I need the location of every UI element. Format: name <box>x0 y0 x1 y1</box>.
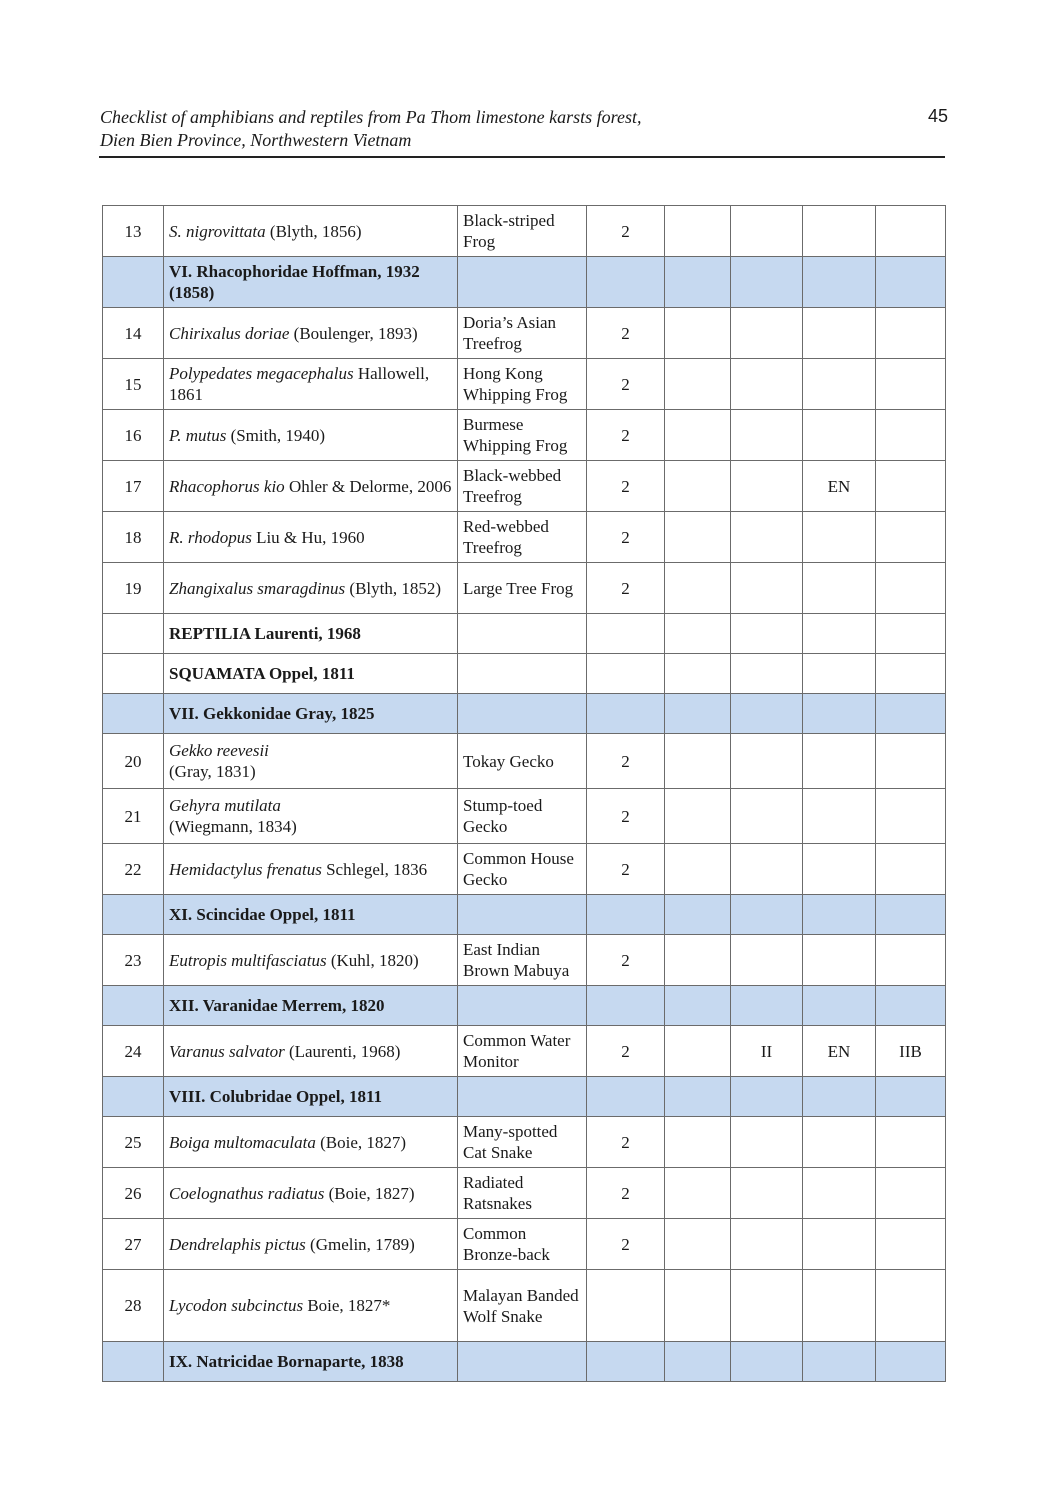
species-row <box>103 844 946 895</box>
header-title-line2: Dien Bien Province, Northwestern Vietnam <box>100 130 412 150</box>
value-col-6 <box>731 308 803 359</box>
row-number: 27 <box>103 1219 164 1270</box>
empty-cell <box>876 694 946 734</box>
value-col-5 <box>665 935 731 986</box>
scientific-name-cell <box>164 308 458 359</box>
author-year: (Boie, 1827) <box>315 1132 407 1152</box>
scientific-name-cell <box>164 844 458 895</box>
value-col-5 <box>665 1026 731 1077</box>
common-name: Common Water Monitor <box>458 1026 587 1077</box>
header-rule <box>99 156 945 158</box>
value-col-5 <box>665 512 731 563</box>
author-year: (Laurenti, 1968) <box>284 1041 401 1061</box>
value-col-8 <box>876 789 946 844</box>
species-row <box>103 410 946 461</box>
empty-cell <box>665 654 731 694</box>
empty-cell <box>458 257 587 308</box>
value-col-5 <box>665 206 731 257</box>
empty-cell <box>876 614 946 654</box>
scientific-name: Hemidactylus frenatus <box>169 859 322 879</box>
value-col-4: 2 <box>587 734 665 789</box>
author-year: Boie, 1827* <box>303 1296 391 1315</box>
family-row <box>103 694 946 734</box>
value-col-6 <box>731 1117 803 1168</box>
empty-cell <box>803 694 876 734</box>
value-col-5 <box>665 1168 731 1219</box>
empty-cell <box>458 1342 587 1382</box>
common-name: Common House Gecko <box>458 844 587 895</box>
value-col-6 <box>731 206 803 257</box>
value-col-6 <box>731 935 803 986</box>
species-row <box>103 308 946 359</box>
value-col-4: 2 <box>587 563 665 614</box>
row-number: 25 <box>103 1117 164 1168</box>
common-name: Hong Kong Whipping Frog <box>458 359 587 410</box>
value-col-5 <box>665 461 731 512</box>
scientific-name: Dendrelaphis pictus <box>169 1234 306 1254</box>
value-col-8 <box>876 308 946 359</box>
scientific-name-cell <box>164 359 458 410</box>
scientific-name: Polypedates megacephalus <box>169 364 354 383</box>
value-col-8 <box>876 935 946 986</box>
value-col-8 <box>876 1270 946 1342</box>
value-col-8 <box>876 1219 946 1270</box>
scientific-name-cell <box>164 1117 458 1168</box>
author-year: (Gmelin, 1789) <box>305 1234 415 1254</box>
scientific-name-cell <box>164 789 458 844</box>
value-col-6: II <box>731 1026 803 1077</box>
page-number: 45 <box>927 106 948 126</box>
author-year: (Gray, 1831) <box>169 762 256 781</box>
species-row <box>103 1168 946 1219</box>
empty-cell <box>731 694 803 734</box>
scientific-name-cell <box>164 1219 458 1270</box>
empty-cell <box>803 986 876 1026</box>
value-col-5 <box>665 844 731 895</box>
group-row <box>103 614 946 654</box>
value-col-4: 2 <box>587 1219 665 1270</box>
taxon-group-name: SQUAMATA Oppel, 1811 <box>164 654 458 694</box>
value-col-7 <box>803 512 876 563</box>
scientific-name-cell <box>164 734 458 789</box>
value-col-6 <box>731 789 803 844</box>
empty-cell <box>876 654 946 694</box>
family-row <box>103 895 946 935</box>
empty-cell <box>665 895 731 935</box>
species-row <box>103 1219 946 1270</box>
author-year: Liu & Hu, 1960 <box>251 527 365 547</box>
value-col-4: 2 <box>587 1117 665 1168</box>
common-name: Red-webbed Treefrog <box>458 512 587 563</box>
scientific-name: Boiga multomaculata <box>169 1132 316 1152</box>
value-col-7 <box>803 844 876 895</box>
author-year: (Boie, 1827) <box>324 1183 415 1203</box>
empty-cell <box>731 986 803 1026</box>
value-col-6 <box>731 1168 803 1219</box>
scientific-name: Chirixalus doriae <box>169 323 290 343</box>
row-number-empty <box>103 654 164 694</box>
empty-cell <box>876 1077 946 1117</box>
value-col-4: 2 <box>587 461 665 512</box>
value-col-8: IIB <box>876 1026 946 1077</box>
empty-cell <box>665 1342 731 1382</box>
scientific-name: S. nigrovittata <box>169 221 266 241</box>
row-number: 26 <box>103 1168 164 1219</box>
value-col-7 <box>803 410 876 461</box>
empty-cell <box>731 614 803 654</box>
value-col-4: 2 <box>587 308 665 359</box>
scientific-name: Gekko reevesii <box>169 741 269 760</box>
empty-cell <box>587 1077 665 1117</box>
family-name: VI. Rhacophoridae Hoffman, 1932 (1858) <box>164 257 458 308</box>
row-number: 13 <box>103 206 164 257</box>
value-col-6 <box>731 461 803 512</box>
species-row <box>103 734 946 789</box>
value-col-6 <box>731 359 803 410</box>
empty-cell <box>731 1342 803 1382</box>
value-col-4: 2 <box>587 844 665 895</box>
empty-cell <box>458 986 587 1026</box>
value-col-7 <box>803 308 876 359</box>
empty-cell <box>731 257 803 308</box>
family-name: XI. Scincidae Oppel, 1811 <box>164 895 458 935</box>
empty-cell <box>803 654 876 694</box>
species-row <box>103 461 946 512</box>
author-year: (Wiegmann, 1834) <box>169 817 297 836</box>
row-number: 23 <box>103 935 164 986</box>
empty-cell <box>803 1077 876 1117</box>
author-year: (Blyth, 1856) <box>265 221 362 241</box>
value-col-7 <box>803 1219 876 1270</box>
empty-cell <box>458 614 587 654</box>
value-col-5 <box>665 789 731 844</box>
value-col-5 <box>665 734 731 789</box>
common-name: Radiated Ratsnakes <box>458 1168 587 1219</box>
value-col-8 <box>876 410 946 461</box>
value-col-7 <box>803 734 876 789</box>
empty-cell <box>587 257 665 308</box>
value-col-4: 2 <box>587 1026 665 1077</box>
scientific-name: P. mutus <box>169 425 227 445</box>
row-number-empty <box>103 895 164 935</box>
row-number-empty <box>103 614 164 654</box>
empty-cell <box>587 986 665 1026</box>
row-number: 20 <box>103 734 164 789</box>
value-col-8 <box>876 1168 946 1219</box>
common-name: Black-striped Frog <box>458 206 587 257</box>
scientific-name-cell <box>164 206 458 257</box>
row-number: 16 <box>103 410 164 461</box>
scientific-name: Eutropis multifasciatus <box>169 950 327 970</box>
value-col-6 <box>731 1270 803 1342</box>
author-year: (Smith, 1940) <box>226 425 326 445</box>
scientific-name-cell <box>164 563 458 614</box>
species-row <box>103 789 946 844</box>
row-number-empty <box>103 1342 164 1382</box>
empty-cell <box>458 654 587 694</box>
value-col-8 <box>876 734 946 789</box>
value-col-4: 2 <box>587 935 665 986</box>
author-year: Hallowell, 1861 <box>169 364 430 404</box>
common-name: Tokay Gecko <box>458 734 587 789</box>
scientific-name: Rhacophorus kio <box>169 476 285 496</box>
value-col-7 <box>803 1270 876 1342</box>
value-col-7 <box>803 563 876 614</box>
row-number: 21 <box>103 789 164 844</box>
taxon-group-name: REPTILIA Laurenti, 1968 <box>164 614 458 654</box>
value-col-6 <box>731 563 803 614</box>
value-col-7 <box>803 935 876 986</box>
scientific-name-cell <box>164 935 458 986</box>
value-col-5 <box>665 1117 731 1168</box>
scientific-name: Gehyra mutilata <box>169 796 281 815</box>
scientific-name-cell <box>164 410 458 461</box>
species-row <box>103 512 946 563</box>
empty-cell <box>665 986 731 1026</box>
value-col-4: 2 <box>587 359 665 410</box>
author-year: Ohler & Delorme, 2006 <box>284 476 452 496</box>
running-header <box>100 106 948 152</box>
scientific-name: Varanus salvator <box>169 1041 285 1061</box>
row-number: 24 <box>103 1026 164 1077</box>
value-col-6 <box>731 734 803 789</box>
common-name: Doria’s Asian Treefrog <box>458 308 587 359</box>
empty-cell <box>876 986 946 1026</box>
empty-cell <box>731 895 803 935</box>
common-name <box>458 563 587 614</box>
family-name: VII. Gekkonidae Gray, 1825 <box>164 694 458 734</box>
family-row <box>103 1342 946 1382</box>
scientific-name-cell <box>164 512 458 563</box>
common-name: Common Bronze-back <box>458 1219 587 1270</box>
value-col-7 <box>803 359 876 410</box>
empty-cell <box>876 895 946 935</box>
species-row <box>103 1026 946 1077</box>
table-body <box>103 206 946 1382</box>
value-col-6 <box>731 410 803 461</box>
empty-cell <box>665 694 731 734</box>
value-col-5 <box>665 308 731 359</box>
empty-cell <box>803 1342 876 1382</box>
species-row <box>103 563 946 614</box>
row-number-empty <box>103 257 164 308</box>
value-col-4: 2 <box>587 1168 665 1219</box>
common-name: Stump-toed Gecko <box>458 789 587 844</box>
value-col-7 <box>803 1117 876 1168</box>
value-col-5 <box>665 359 731 410</box>
scientific-name: Zhangixalus smaragdinus <box>169 578 346 598</box>
row-number: 15 <box>103 359 164 410</box>
empty-cell <box>458 895 587 935</box>
scientific-name-cell <box>164 1270 458 1342</box>
value-col-4: 2 <box>587 789 665 844</box>
species-row <box>103 1270 946 1342</box>
species-row <box>103 359 946 410</box>
row-number: 19 <box>103 563 164 614</box>
value-col-8 <box>876 1117 946 1168</box>
row-number: 17 <box>103 461 164 512</box>
value-col-8 <box>876 563 946 614</box>
value-col-4: 2 <box>587 410 665 461</box>
scientific-name: Lycodon subcinctus <box>169 1296 304 1315</box>
empty-cell <box>803 895 876 935</box>
empty-cell <box>803 614 876 654</box>
empty-cell <box>587 694 665 734</box>
value-col-7 <box>803 1168 876 1219</box>
value-col-8 <box>876 844 946 895</box>
row-number-empty <box>103 694 164 734</box>
family-row <box>103 986 946 1026</box>
empty-cell <box>665 614 731 654</box>
empty-cell <box>665 257 731 308</box>
empty-cell <box>876 1342 946 1382</box>
row-number: 22 <box>103 844 164 895</box>
group-row <box>103 654 946 694</box>
value-col-4: 2 <box>587 512 665 563</box>
row-number: 14 <box>103 308 164 359</box>
value-col-6 <box>731 512 803 563</box>
header-title-line1: Checklist of amphibians and reptiles from Pa Thom limestone karsts forest, <box>100 107 642 127</box>
scientific-name: R. rhodopus <box>169 527 252 547</box>
value-col-6 <box>731 844 803 895</box>
value-col-7: EN <box>803 461 876 512</box>
common-name: Many-spotted Cat Snake <box>458 1117 587 1168</box>
scientific-name-cell <box>164 1168 458 1219</box>
value-col-4: 2 <box>587 206 665 257</box>
common-name: Malayan Banded Wolf Snake <box>458 1270 587 1342</box>
value-col-8 <box>876 512 946 563</box>
scientific-name-cell <box>164 1026 458 1077</box>
empty-cell <box>665 1077 731 1117</box>
empty-cell <box>587 614 665 654</box>
species-checklist-table <box>102 205 946 1382</box>
empty-cell <box>587 654 665 694</box>
value-col-4 <box>587 1270 665 1342</box>
value-col-7: EN <box>803 1026 876 1077</box>
family-row <box>103 1077 946 1117</box>
empty-cell <box>587 895 665 935</box>
common-name: Black-webbed Treefrog <box>458 461 587 512</box>
value-col-8 <box>876 206 946 257</box>
empty-cell <box>731 654 803 694</box>
row-number-empty <box>103 986 164 1026</box>
empty-cell <box>803 257 876 308</box>
value-col-5 <box>665 410 731 461</box>
row-number: 18 <box>103 512 164 563</box>
author-year: (Blyth, 1852) <box>345 578 442 598</box>
family-name: IX. Natricidae Bornaparte, 1838 <box>164 1342 458 1382</box>
header-title <box>100 106 944 152</box>
author-year: (Kuhl, 1820) <box>326 950 419 970</box>
author-year: (Boulenger, 1893) <box>289 323 418 343</box>
value-col-6 <box>731 1219 803 1270</box>
row-number-empty <box>103 1077 164 1117</box>
empty-cell <box>458 694 587 734</box>
empty-cell <box>876 257 946 308</box>
family-row <box>103 257 946 308</box>
species-row <box>103 1117 946 1168</box>
value-col-8 <box>876 359 946 410</box>
family-name: VIII. Colubridae Oppel, 1811 <box>164 1077 458 1117</box>
family-name: XII. Varanidae Merrem, 1820 <box>164 986 458 1026</box>
value-col-7 <box>803 789 876 844</box>
value-col-5 <box>665 1219 731 1270</box>
species-row <box>103 206 946 257</box>
scientific-name-cell <box>164 461 458 512</box>
species-row <box>103 935 946 986</box>
value-col-5 <box>665 563 731 614</box>
value-col-7 <box>803 206 876 257</box>
value-col-8 <box>876 461 946 512</box>
row-number: 28 <box>103 1270 164 1342</box>
common-name-text: Large Tree Frog <box>463 578 574 598</box>
empty-cell <box>587 1342 665 1382</box>
author-year: Schlegel, 1836 <box>321 859 428 879</box>
common-name: Burmese Whipping Frog <box>458 410 587 461</box>
empty-cell <box>458 1077 587 1117</box>
scientific-name: Coelognathus radiatus <box>169 1183 325 1203</box>
empty-cell <box>731 1077 803 1117</box>
common-name: East Indian Brown Mabuya <box>458 935 587 986</box>
value-col-5 <box>665 1270 731 1342</box>
